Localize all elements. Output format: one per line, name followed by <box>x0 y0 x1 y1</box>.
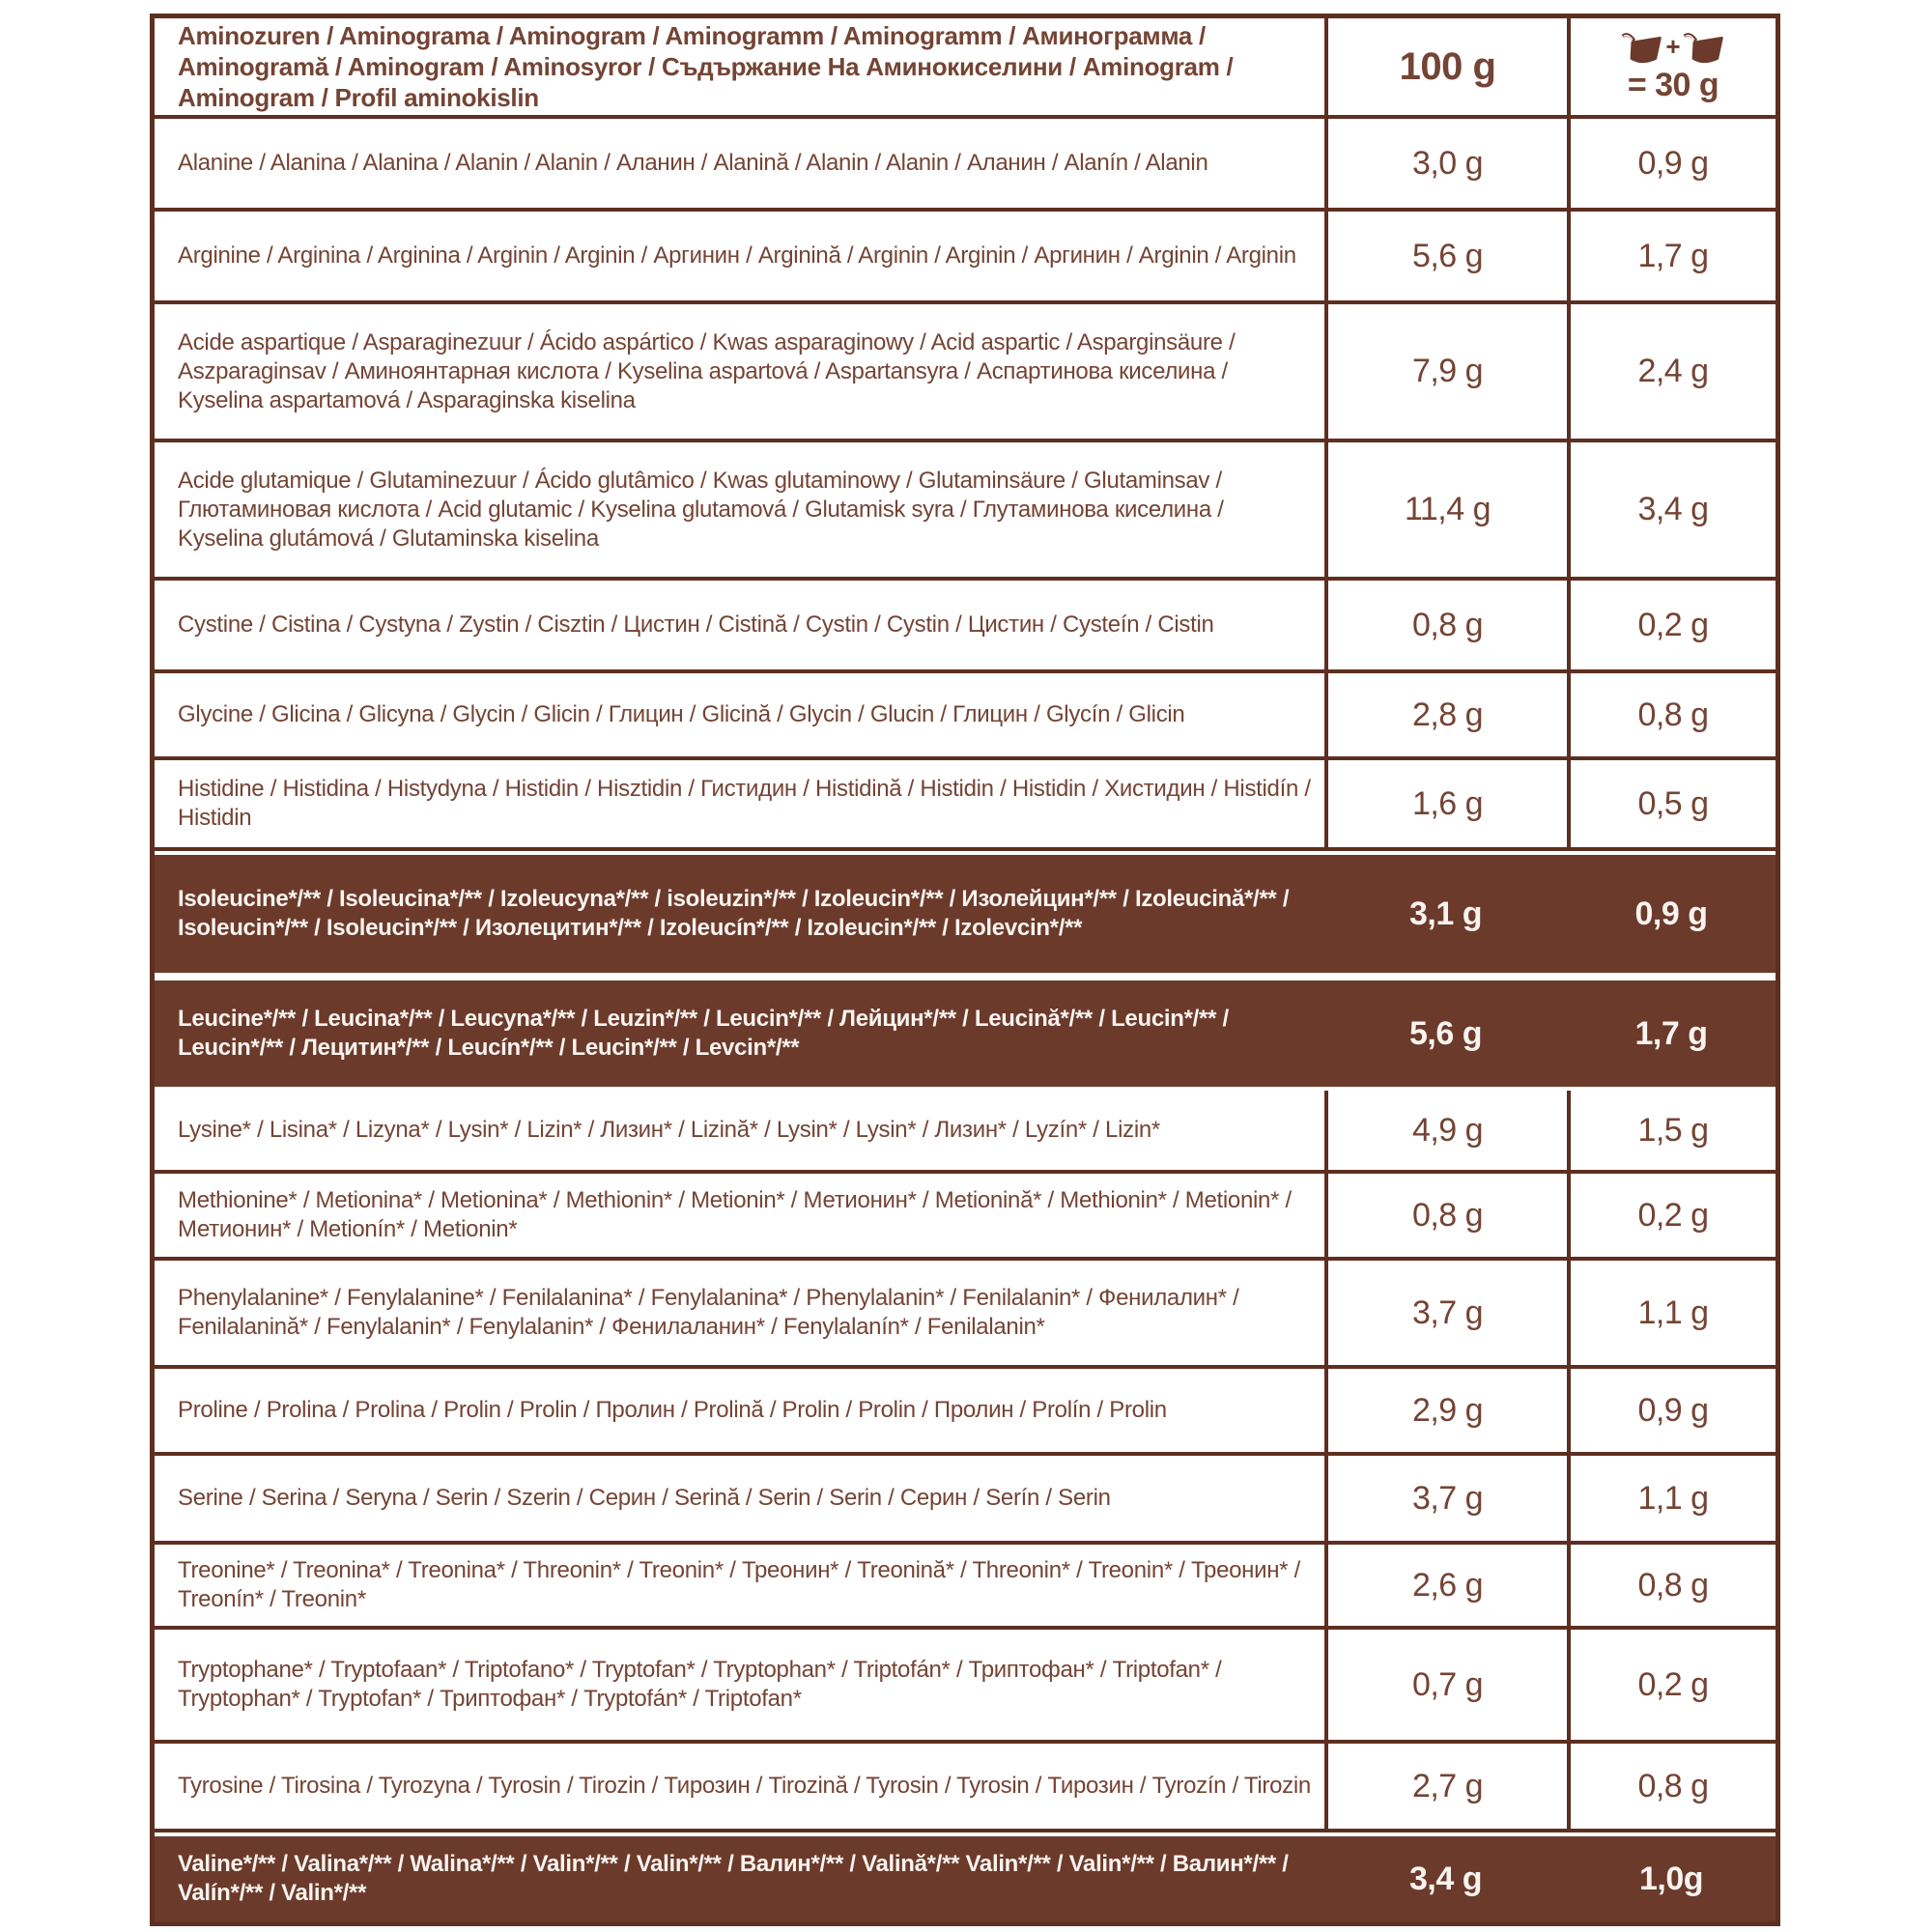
table-row-alanine <box>155 119 1776 212</box>
value-30g: 1,7 g <box>1567 212 1776 300</box>
table-row-phenylalanine <box>155 1261 1776 1369</box>
table-row-glycine <box>155 673 1776 760</box>
table-row-serine <box>155 1456 1776 1545</box>
amino-name: Alanine / Alanina / Alanina / Alanin / Alanin / Аланин / Alanină / Alanin / Alanin / Аланин / Alanín / Alanin <box>178 150 1208 176</box>
table-row-valine <box>155 1833 1776 1921</box>
amino-name: Glycine / Glicina / Glicyna / Glycin / Glicin / Глицин / Glicină / Glycin / Glucin / Глицин / Glycín / Glicin <box>178 701 1185 727</box>
value-100g: 11,4 g <box>1324 442 1567 577</box>
table-row-leucine <box>155 977 1776 1091</box>
table-row-methionine <box>155 1174 1776 1261</box>
value-30g: 1,0g <box>1638 1860 1704 1897</box>
amino-name: Arginine / Arginina / Arginina / Arginin / Arginin / Аргинин / Arginină / Arginin / Arginin / Аргинин / Arginin / Arginin <box>178 242 1296 269</box>
value-100g: 3,7 g <box>1324 1456 1567 1541</box>
table-row-cystine <box>155 581 1776 673</box>
value-30g: 0,9 g <box>1567 119 1776 208</box>
value-30g: 0,2 g <box>1567 1174 1776 1257</box>
amino-name: Methionine* / Metionina* / Metionina* / Methionin* / Metionin* / Метионин* / Metionină* / Methionin* / Metionin* / Метионин* / Metionín* / Metionin* <box>178 1187 1292 1242</box>
value-30g: 1,1 g <box>1567 1261 1776 1365</box>
amino-name: Histidine / Histidina / Histydyna / Histidin / Hisztidin / Гистидин / Histidină / Histidin / Histidin / Хистидин / Histidín / Histidin <box>178 776 1311 831</box>
value-30g: 0,2 g <box>1567 581 1776 669</box>
amino-name: Treonine* / Treonina* / Treonina* / Threonin* / Treonin* / Треонин* / Treonină* / Threonin* / Treonin* / Треонин* / Treonín* / Treonin* <box>178 1557 1300 1612</box>
value-100g: 1,6 g <box>1324 760 1567 847</box>
plus-sign: + <box>1665 32 1681 61</box>
amino-name: Phenylalanine* / Fenylalanine* / Fenilalanina* / Fenylalanina* / Phenylalanin* / Fenilalanin* / Фенилалин* / Fenilalanină* / Fenylalanin* / Fenylalanin* / Фенилаланин* / Fenylalanín* / Fenilalanin* <box>178 1285 1239 1340</box>
table-row-proline <box>155 1369 1776 1456</box>
table-row-aspartic-acid <box>155 304 1776 442</box>
amino-name: Leucine*/** / Leucina*/** / Leucyna*/** / Leuzin*/** / Leucin*/** / Лейцин*/** / Leucină*/** / Leucin*/** / Leucin*/** / Лецитин*/** / Leucín*/** / Leucin*/** / Levcin*/** <box>178 1006 1229 1061</box>
table-row-tryptophan <box>155 1630 1776 1744</box>
table-row-glutamic-acid <box>155 442 1776 581</box>
aminogram-table <box>150 14 1780 1926</box>
value-30g: 0,2 g <box>1567 1630 1776 1740</box>
amino-name: Lysine* / Lisina* / Lizyna* / Lysin* / Lizin* / Лизин* / Lizină* / Lysin* / Lysin* / Лизин* / Lyzín* / Lizin* <box>178 1117 1160 1143</box>
table-row-histidine <box>155 760 1776 851</box>
amino-name: Tyrosine / Tirosina / Tyrozyna / Tyrosin / Tirozin / Тирозин / Tirozină / Tyrosin / Tyrosin / Тирозин / Tyrozín / Tirozin <box>178 1773 1311 1799</box>
two-scoops-icon <box>1620 29 1725 66</box>
amino-name: Proline / Prolina / Prolina / Prolin / Prolin / Пролин / Prolină / Prolin / Prolin / Пролин / Prolín / Prolin <box>178 1397 1167 1423</box>
value-100g: 3,1 g <box>1409 895 1482 932</box>
value-30g: 0,8 g <box>1567 1744 1776 1829</box>
aminogram-title: Aminozuren / Aminograma / Aminogram / Aminogramm / Aminogramm / Аминограмма / Aminogramă / Aminogram / Aminosyror / Съдържание На Аминокиселини / Aminogram / Aminogram / Profil aminokislin <box>178 21 1234 112</box>
value-30g: 0,8 g <box>1567 1545 1776 1626</box>
value-30g: 1,5 g <box>1567 1091 1776 1170</box>
value-30g: 3,4 g <box>1567 442 1776 577</box>
value-30g: 1,1 g <box>1567 1456 1776 1541</box>
column-header-30g <box>1567 18 1776 115</box>
value-100g: 2,6 g <box>1324 1545 1567 1626</box>
table-row-isoleucine <box>155 851 1776 977</box>
value-30g: 0,9 g <box>1634 895 1708 932</box>
value-100g: 0,8 g <box>1324 581 1567 669</box>
amino-name: Acide glutamique / Glutaminezuur / Ácido glutâmico / Kwas glutaminowy / Glutaminsäure / Glutaminsav / Глютаминовая кислота / Acid glutamic / Kyselina glutamová / Glutamisk syra / Глутаминова киселина / Kyselina glutámová / Glutaminska kiselina <box>178 467 1224 552</box>
value-100g: 3,0 g <box>1324 119 1567 208</box>
table-row-threonine <box>155 1545 1776 1630</box>
value-100g: 2,7 g <box>1324 1744 1567 1829</box>
scoop-icon <box>1620 29 1664 66</box>
table-header-row <box>155 18 1776 119</box>
value-100g: 4,9 g <box>1324 1091 1567 1170</box>
value-30g: 2,4 g <box>1567 304 1776 439</box>
value-100g: 0,7 g <box>1324 1630 1567 1740</box>
value-30g: 0,9 g <box>1567 1369 1776 1452</box>
value-100g: 3,7 g <box>1324 1261 1567 1365</box>
value-100g: 3,4 g <box>1409 1860 1482 1897</box>
table-row-arginine <box>155 212 1776 304</box>
amino-name: Valine*/** / Valina*/** / Walina*/** / Valin*/** / Valin*/** / Валин*/** / Valină*/** Valin*/** / Valin*/** / Валин*/** / Valín*/** / Valin*/** <box>178 1851 1289 1906</box>
value-100g: 5,6 g <box>1409 1014 1482 1052</box>
amino-name: Tryptophane* / Tryptofaan* / Triptofano* / Tryptofan* / Tryptophan* / Triptofán* / Триптофан* / Triptofan* / Tryptophan* / Tryptofan* / Триптофан* / Tryptofán* / Triptofan* <box>178 1657 1222 1712</box>
equals-30g-label: = 30 g <box>1627 67 1719 103</box>
amino-name: Serine / Serina / Seryna / Serin / Szerin / Серин / Serină / Serin / Serin / Серин / Serín / Serin <box>178 1485 1111 1511</box>
value-100g: 0,8 g <box>1324 1174 1567 1257</box>
value-30g: 0,8 g <box>1567 673 1776 756</box>
value-100g: 5,6 g <box>1324 212 1567 300</box>
scoop-icon <box>1682 29 1726 66</box>
amino-name: Isoleucine*/** / Isoleucina*/** / Izoleucyna*/** / isoleuzin*/** / Izoleucin*/** / Изолейцин*/** / Izoleucină*/** / Isoleucin*/** / Isoleucin*/** / Изолецитин*/** / Izoleucín*/** / Izoleucin*/** / Izolevcin*/** <box>178 886 1290 941</box>
value-30g: 1,7 g <box>1634 1014 1708 1052</box>
value-100g: 2,9 g <box>1324 1369 1567 1452</box>
table-row-tyrosine <box>155 1744 1776 1833</box>
table-row-lysine <box>155 1091 1776 1174</box>
value-100g: 7,9 g <box>1324 304 1567 439</box>
amino-name: Acide aspartique / Asparaginezuur / Ácido aspártico / Kwas asparaginowy / Acid aspartic / Asparginsäure / Aszparaginsav / Аминоянтарная кислота / Kyselina aspartová / Aspartansyra / Аспартинова киселина / Kyselina aspartamová / Asparaginska kiselina <box>178 328 1236 413</box>
value-100g: 2,8 g <box>1324 673 1567 756</box>
column-header-100g: 100 g <box>1324 18 1567 115</box>
amino-name: Cystine / Cistina / Cystyna / Zystin / Cisztin / Цистин / Cistină / Cystin / Cystin / Цистин / Cysteín / Cistin <box>178 611 1214 638</box>
value-30g: 0,5 g <box>1567 760 1776 847</box>
